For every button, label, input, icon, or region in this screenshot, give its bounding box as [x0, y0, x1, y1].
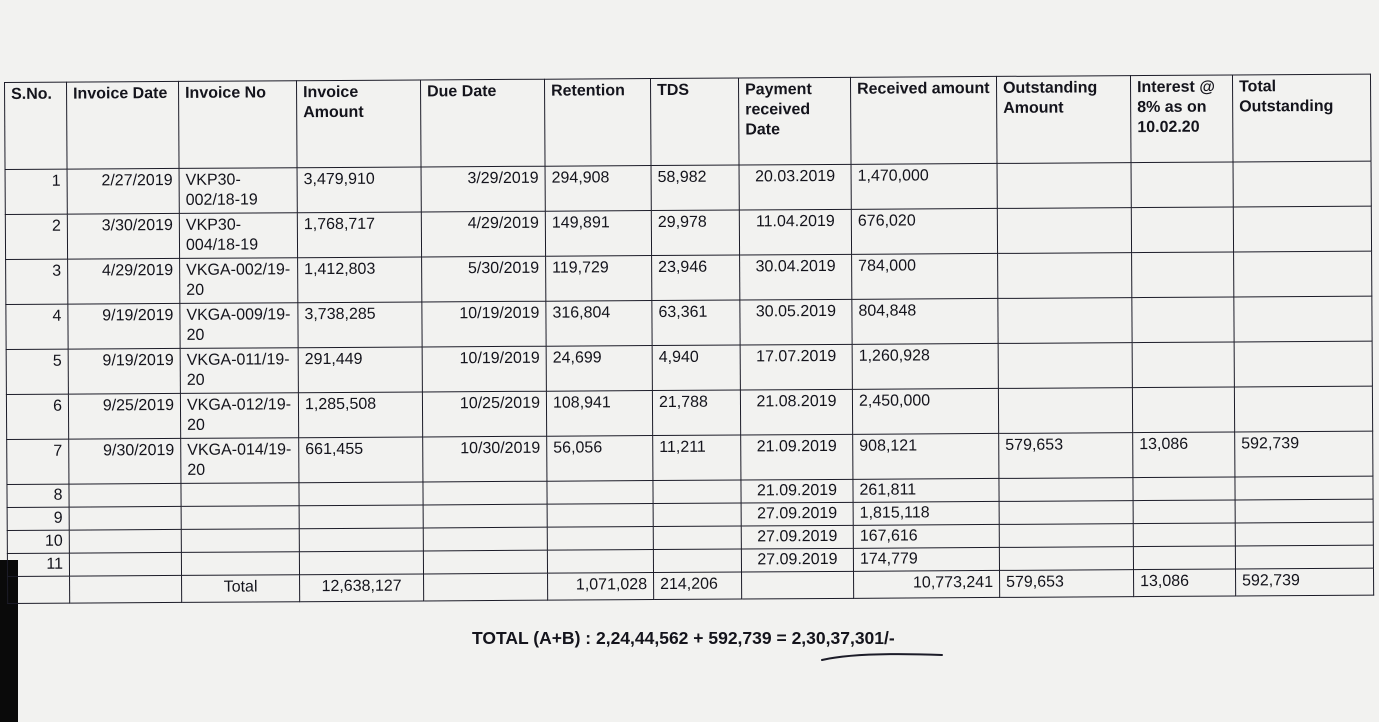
table-cell: [1234, 251, 1372, 297]
table-cell: 6: [6, 394, 68, 439]
table-cell: 4/29/2019: [68, 258, 180, 304]
table-cell: [1235, 522, 1373, 546]
table-cell: VKGA-014/19-20: [181, 438, 299, 484]
table-cell: 9: [7, 507, 69, 530]
table-cell: [998, 388, 1132, 434]
table-cell: [423, 481, 547, 505]
table-cell: [998, 253, 1132, 299]
table-cell: 676,020: [851, 208, 997, 254]
table-cell: [181, 529, 299, 553]
table-cell: [547, 550, 653, 574]
table-cell: [999, 478, 1133, 502]
table-cell: 108,941: [546, 391, 652, 437]
table-cell: [998, 298, 1132, 344]
total-cell: [8, 576, 70, 603]
table-cell: 316,804: [546, 301, 652, 347]
table-cell: 10/30/2019: [423, 436, 547, 482]
table-cell: 21.09.2019: [741, 434, 853, 480]
table-cell: 3: [6, 259, 68, 304]
table-cell: [1235, 476, 1373, 500]
table-cell: [1132, 297, 1234, 343]
table-cell: 30.04.2019: [740, 254, 852, 300]
table-cell: 9/30/2019: [69, 438, 181, 484]
header-cell: Invoice No: [178, 81, 297, 169]
total-cell: [742, 571, 854, 599]
total-label: Total: [182, 575, 300, 603]
table-cell: [1234, 296, 1372, 342]
table-cell: 1: [5, 169, 67, 214]
table-cell: 174,779: [853, 547, 999, 571]
total-cell: 214,206: [654, 572, 742, 600]
table-cell: [1132, 342, 1234, 388]
table-cell: 908,121: [853, 433, 999, 479]
table-cell: [998, 343, 1132, 389]
table-cell: VKP30-002/18-19: [179, 168, 297, 214]
table-cell: 7: [7, 439, 69, 484]
table-cell: 2/27/2019: [67, 168, 179, 214]
invoice-table: [4, 74, 1374, 604]
table-cell: VKP30-004/18-19: [179, 213, 297, 259]
table-cell: 2,450,000: [852, 388, 998, 434]
table-cell: 27.09.2019: [741, 525, 853, 549]
table-cell: 2: [5, 214, 67, 259]
table-cell: 1,470,000: [851, 163, 997, 209]
table-header: [5, 74, 1372, 169]
table-cell: 13,086: [1133, 432, 1235, 478]
grand-total-line: [472, 628, 895, 649]
table-cell: [299, 551, 423, 575]
table-cell: [1233, 161, 1371, 207]
table-cell: 1,412,803: [298, 257, 422, 303]
table-cell: 17.07.2019: [740, 344, 852, 390]
table-cell: [999, 524, 1133, 548]
table-cell: 1,260,928: [852, 343, 998, 389]
table-cell: 10: [7, 530, 69, 553]
table-cell: 4: [6, 304, 68, 349]
table-cell: 3/30/2019: [67, 213, 179, 259]
total-cell: 13,086: [1133, 569, 1235, 597]
table-body: [5, 161, 1373, 576]
grand-total-label: TOTAL (A+B) :: [472, 628, 592, 648]
table-cell: 63,361: [652, 300, 740, 346]
table-cell: 5: [6, 349, 68, 394]
table-cell: 3/29/2019: [421, 166, 545, 212]
table-cell: 21.08.2019: [740, 389, 852, 435]
table-cell: 1,815,118: [853, 501, 999, 525]
table-cell: VKGA-002/19-20: [180, 258, 298, 304]
table-cell: 10/25/2019: [422, 391, 546, 437]
table-cell: [181, 483, 299, 507]
table-cell: 24,699: [546, 346, 652, 392]
table-cell: 294,908: [545, 166, 651, 212]
table-cell: 27.09.2019: [741, 548, 853, 572]
table-cell: [653, 480, 741, 504]
table-cell: 10/19/2019: [422, 346, 546, 392]
table-cell: 27.09.2019: [741, 502, 853, 526]
total-cell: [424, 573, 548, 601]
table-cell: 804,848: [852, 298, 998, 344]
table-cell: [1132, 387, 1234, 433]
table-cell: [997, 208, 1131, 254]
table-cell: [547, 504, 653, 528]
table-cell: [69, 506, 181, 530]
table-cell: 29,978: [651, 210, 739, 256]
table-cell: [181, 506, 299, 530]
table-cell: 3,479,910: [297, 167, 421, 213]
table-cell: 58,982: [651, 165, 739, 211]
total-cell: 592,739: [1235, 568, 1373, 596]
table-cell: 149,891: [545, 211, 651, 257]
table-cell: [423, 527, 547, 551]
table-cell: 21,788: [652, 390, 740, 436]
table-cell: VKGA-011/19-20: [180, 348, 298, 394]
table-cell: [69, 529, 181, 553]
table-cell: [423, 504, 547, 528]
header-cell: S.No.: [5, 82, 68, 169]
table-cell: 11,211: [653, 435, 741, 481]
table-cell: 56,056: [547, 436, 653, 482]
grand-total-result: 2,30,37,301/-: [791, 628, 895, 648]
table-cell: [1133, 500, 1235, 524]
table-cell: [547, 481, 653, 505]
table-cell: 784,000: [852, 253, 998, 299]
table-cell: [1131, 207, 1233, 253]
table-cell: [1133, 546, 1235, 570]
table-cell: [299, 505, 423, 529]
header-row: [5, 74, 1372, 169]
table-cell: 1,285,508: [298, 392, 422, 438]
table-cell: [299, 528, 423, 552]
table-cell: 9/25/2019: [68, 393, 180, 439]
table-cell: 661,455: [299, 437, 423, 483]
table-cell: 11: [7, 553, 69, 576]
table-cell: 20.03.2019: [739, 164, 851, 210]
table-cell: 21.09.2019: [741, 479, 853, 503]
header-cell: Due Date: [420, 79, 545, 167]
total-cell: 10,773,241: [854, 570, 1000, 598]
table-cell: 11.04.2019: [739, 209, 851, 255]
table-cell: 5/30/2019: [422, 256, 546, 302]
table-cell: [299, 482, 423, 506]
header-cell: Payment received Date: [738, 77, 851, 165]
header-cell: Interest @ 8% as on 10.02.20: [1130, 75, 1233, 163]
table-cell: 592,739: [1235, 431, 1373, 477]
table-cell: [423, 550, 547, 574]
table-cell: VKGA-009/19-20: [180, 303, 298, 349]
table-cell: [999, 501, 1133, 525]
header-cell: Outstanding Amount: [996, 76, 1131, 164]
table-cell: 119,729: [546, 256, 652, 302]
total-cell: 579,653: [1000, 570, 1134, 598]
table-cell: 167,616: [853, 524, 999, 548]
table-cell: 579,653: [999, 433, 1133, 479]
table-cell: [653, 526, 741, 550]
grand-total-expression: 2,24,44,562 + 592,739 =: [595, 628, 787, 648]
header-cell: Total Outstanding: [1232, 74, 1371, 162]
table-cell: [1235, 499, 1373, 523]
table-cell: [653, 503, 741, 527]
table-cell: 30.05.2019: [740, 299, 852, 345]
table-cell: [1235, 545, 1373, 569]
table-cell: [1131, 162, 1233, 208]
table-cell: 10/19/2019: [422, 301, 546, 347]
header-cell: Invoice Date: [67, 81, 180, 169]
table-cell: [653, 549, 741, 573]
table-cell: [1234, 386, 1372, 432]
table-cell: 9/19/2019: [68, 348, 180, 394]
table-cell: VKGA-012/19-20: [180, 393, 298, 439]
table-cell: [181, 552, 299, 576]
header-cell: Received amount: [850, 76, 997, 164]
table-cell: 23,946: [652, 255, 740, 301]
table-cell: 1,768,717: [297, 212, 421, 258]
table-cell: [1132, 252, 1234, 298]
table-cell: [997, 163, 1131, 209]
table-cell: 261,811: [853, 478, 999, 502]
table-cell: 4/29/2019: [421, 211, 545, 257]
table-cell: 3,738,285: [298, 302, 422, 348]
table-cell: 8: [7, 484, 69, 507]
table-cell: 9/19/2019: [68, 303, 180, 349]
table-cell: [1133, 477, 1235, 501]
table-cell: [999, 547, 1133, 571]
header-cell: TDS: [650, 78, 739, 166]
header-cell: Invoice Amount: [296, 80, 421, 168]
handwritten-underline: [818, 650, 948, 666]
total-cell: 12,638,127: [300, 574, 424, 602]
table-cell: 4,940: [652, 345, 740, 391]
table-cell: [1234, 341, 1372, 387]
table-cell: [69, 552, 181, 576]
header-cell: Retention: [544, 79, 651, 167]
table-cell: [69, 483, 181, 507]
table-cell: 291,449: [298, 347, 422, 393]
total-cell: [70, 575, 182, 603]
table-cell: [1233, 206, 1371, 252]
total-cell: 1,071,028: [548, 573, 654, 601]
table-cell: [1133, 523, 1235, 547]
table-cell: [547, 527, 653, 551]
